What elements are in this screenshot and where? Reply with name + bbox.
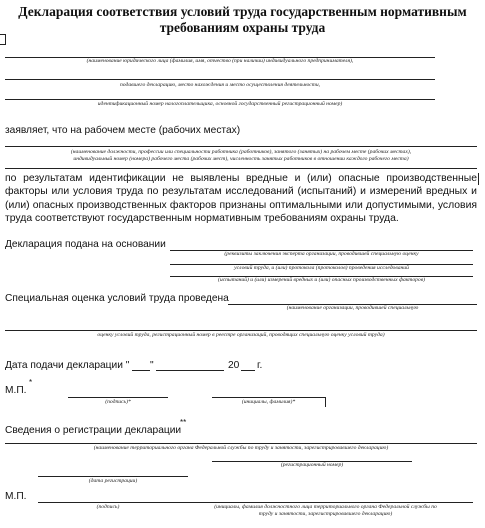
basis-caption-3: (испытаний) и (или) измерений вредных и (или) опасных производственных факторов)	[217, 277, 426, 283]
positions-caption-1: (наименование должности, профессии или специальности работника (работников), занятого (занятых) на рабочем месте (рабочих местах),	[70, 149, 412, 155]
conformity-paragraph: по результатам идентификации не выявлены вредные и (или) опасные производственные факторы или условия труда по результатам исследований (испытаний) и измерений вредных и (или) опасных производственных факторов признаны оптимальными или допустимыми, условия труда соответствуют государственным нормативным требованиям охраны труда.	[5, 173, 477, 225]
date-year-prefix: 20	[228, 360, 240, 371]
territorial-body-field-line[interactable]	[5, 443, 477, 444]
initials-caption: (инициалы, фамилия)*	[241, 399, 296, 405]
official-caption-2: труду и занятости, зарегистрировавшего декларацию)	[258, 511, 393, 517]
declares-statement: заявляет, что на рабочем месте (рабочих местах)	[5, 125, 241, 136]
registration-footnote-mark: **	[180, 418, 187, 427]
date-month-field[interactable]	[156, 370, 224, 371]
stamp-footnote-mark: *	[29, 378, 33, 387]
margin-mark	[478, 173, 479, 185]
signature-field-line[interactable]	[68, 397, 168, 398]
date-quote-close: "	[150, 360, 154, 371]
positions-field-line-2[interactable]	[5, 168, 477, 169]
official-field-line[interactable]	[178, 502, 473, 503]
reg-date-field-line[interactable]	[38, 476, 188, 477]
basis-caption-1: (реквизиты заключения эксперта организации, проводившей специальную оценку	[224, 251, 419, 257]
signature-caption: (подпись)*	[105, 399, 131, 405]
positions-field-line[interactable]	[5, 146, 477, 147]
address-field-line[interactable]	[5, 79, 435, 80]
document-title-line-2: требованиям охраны труда	[159, 20, 326, 35]
initials-field-line[interactable]	[212, 397, 325, 398]
reg-date-caption: (дата регистрации)	[88, 478, 138, 484]
sout-caption-2: оценку условий труда, регистрационный номер в реестре организаций, проводящих специальную оценку условий труда)	[97, 332, 385, 338]
date-label: Дата подачи декларации "	[5, 360, 130, 371]
date-day-field[interactable]	[132, 370, 150, 371]
positions-caption-2: индивидуальный номер (номера) рабочего места (рабочих мест), численность занятых работников в отношении каждого рабочего места)	[73, 156, 409, 162]
sout-field-line-2[interactable]	[5, 330, 477, 331]
address-caption: подавшего декларацию, место нахождения и место осуществления деятельности,	[119, 82, 321, 88]
margin-bracket-mark	[0, 34, 6, 45]
sout-label: Специальная оценка условий труда проведена	[5, 293, 229, 304]
inn-caption: идентификационный номер налогоплательщика, основной государственный регистрационный номер)	[97, 101, 343, 107]
stamp-label-2: М.П.	[5, 491, 27, 502]
territorial-body-caption: (наименование территориального органа Федеральной службы по труду и занятости, зарегистрировавшего декларацию)	[93, 445, 389, 451]
date-year-suffix: г.	[257, 360, 263, 371]
registration-heading: Сведения о регистрации декларации	[5, 425, 182, 436]
initials-field-edge	[325, 397, 326, 407]
inn-field-line[interactable]	[5, 99, 435, 100]
date-year-field[interactable]	[241, 370, 255, 371]
signature-field-line-2[interactable]	[38, 502, 178, 503]
reg-number-caption: (регистрационный номер)	[280, 462, 344, 468]
stamp-label: М.П.	[5, 385, 27, 396]
signature-caption-2: (подпись)	[96, 504, 120, 510]
document-title-line-1: Декларация соответствия условий труда государственным нормативным	[18, 4, 467, 19]
official-caption-1: (инициалы, фамилия должностного лица территориального органа Федеральной службы по	[214, 504, 437, 510]
sout-caption-1: (наименование организации, проводившей специальную	[286, 305, 419, 311]
basis-caption-2: условий труда, и (или) протокола (протоколов) проведения исследований	[234, 265, 409, 271]
org-name-caption: (наименование юридического лица (фамилия, имя, отчество (при наличии) индивидуального предпринимателя),	[86, 58, 354, 64]
basis-label: Декларация подана на основании	[5, 239, 166, 250]
